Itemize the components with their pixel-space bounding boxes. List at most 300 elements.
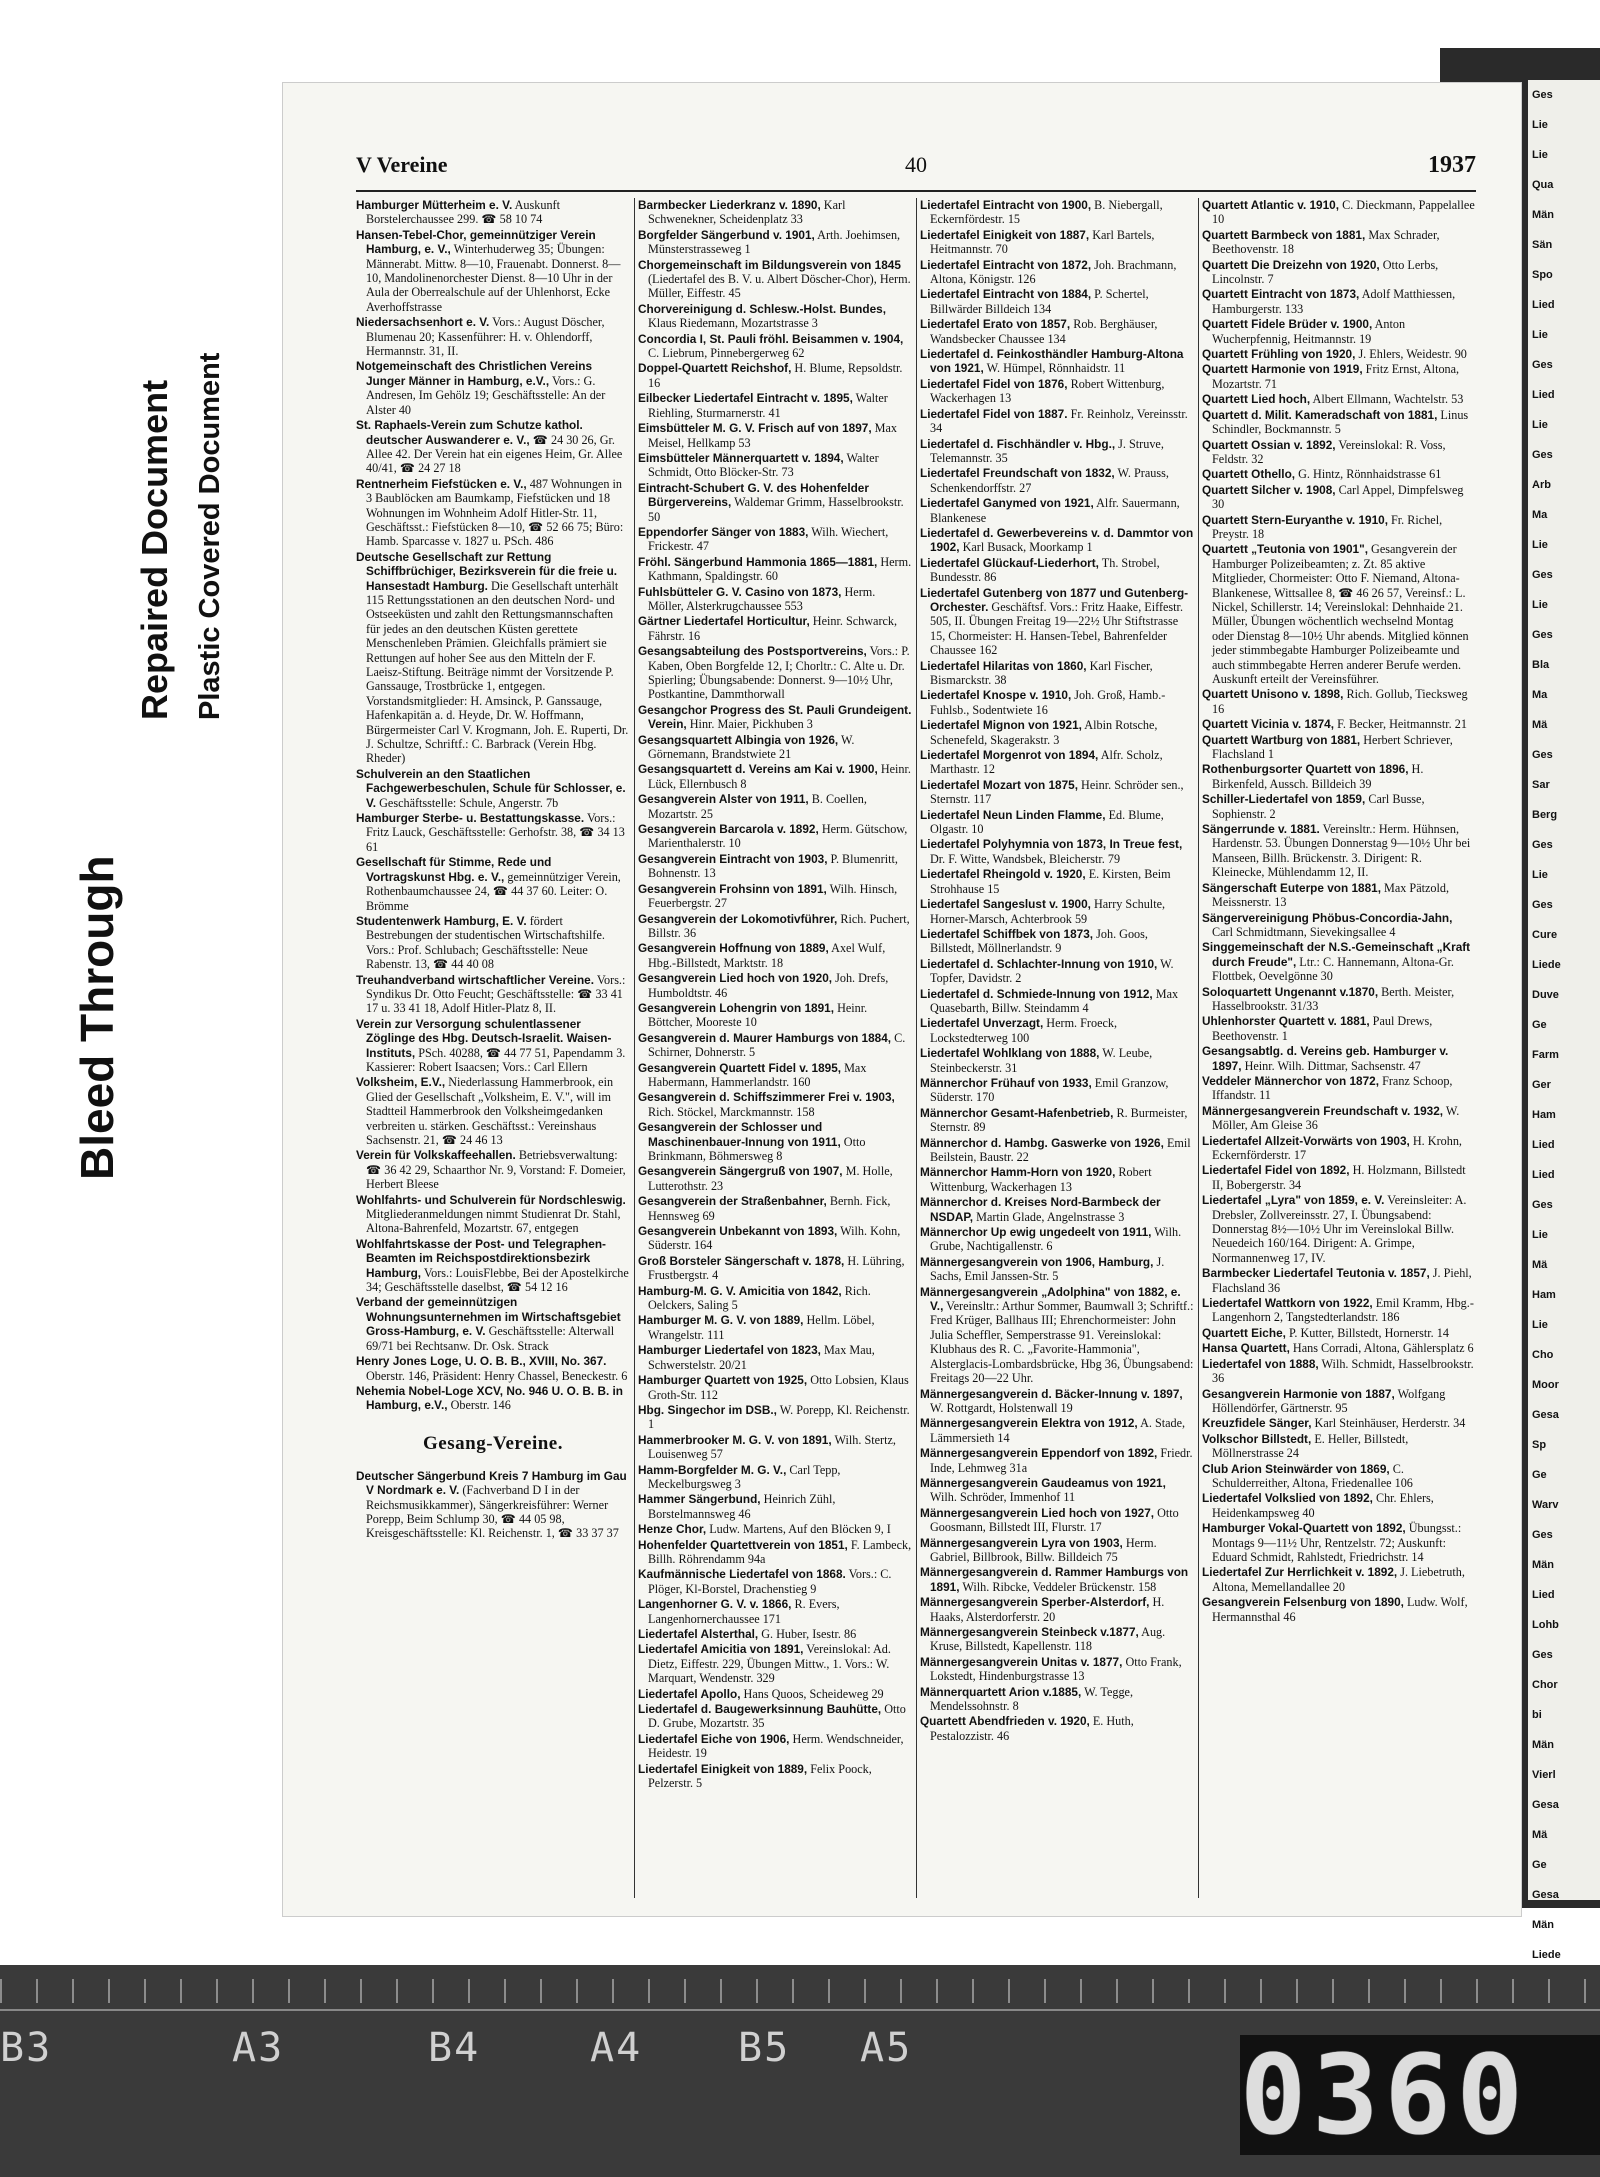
entry-name: Männerquartett Arion v.1885, [920, 1684, 1082, 1699]
directory-entry [638, 614, 912, 643]
entry-name: Liedertafel Eintracht von 1900, [920, 198, 1092, 212]
adjacent-page-fragment: Lied [1532, 389, 1555, 401]
section-title: Gesang-Vereine. [423, 1432, 563, 1454]
directory-entry [1202, 1104, 1476, 1133]
entry-details: fördert Bestrebungen der studentischen Wirtschaftshilfe. Vors.: Prof. Schlubach; Geschäftsstelle: Neue Rabenstr. 13, ☎ 44 40 08 [366, 913, 605, 972]
entry-name: Liedertafel Zur Herrlichkeit v. 1892, [1202, 1565, 1398, 1580]
entry-name: Gesangverein Eintracht von 1903, [638, 851, 828, 866]
directory-entry [1202, 1416, 1476, 1430]
entry-details: Herm. Froeck, Lockstedterweg 100 [930, 1016, 1118, 1045]
adjacent-page-fragment: Ges [1532, 569, 1553, 581]
directory-entry [920, 1165, 1194, 1194]
entry-name: Quartett Abendfrieden v. 1920, [920, 1714, 1090, 1729]
directory-entry [356, 359, 630, 417]
entry-details: Vors.: G. Andresen, Im Gehölz 19; Geschäftsstelle: An der Alster 40 [366, 373, 606, 417]
adjacent-page-fragment: Lie [1532, 149, 1548, 161]
adjacent-page-fragment: Liede [1532, 1949, 1561, 1961]
adjacent-page-fragment: Ge [1532, 1859, 1547, 1871]
entry-name: Schiller-Liedertafel von 1859, [1202, 792, 1366, 807]
entry-details: Fritz Ernst, Altona, Mozartstr. 71 [1212, 362, 1460, 391]
entry-name: Studentenwerk Hamburg, E. V. [356, 913, 527, 928]
directory-entry [920, 317, 1194, 346]
entry-name: St. Raphaels-Verein zum Schutze kathol. deutscher Auswanderer e. V., [356, 418, 583, 447]
entry-details: A. Stade, Lämmersieth 14 [930, 1416, 1186, 1445]
directory-entry [638, 1762, 912, 1791]
entry-name: Hamburger Vokal-Quartett von 1892, [1202, 1521, 1406, 1536]
adjacent-page-fragment: Mä [1532, 1829, 1548, 1841]
directory-entry [1202, 1044, 1476, 1073]
directory-entry [920, 659, 1194, 688]
entry-name: Sängervereinigung Phöbus-Concordia-Jahn, [1202, 910, 1453, 925]
entry-name: Schulverein an den Staatlichen Fachgewerbeschulen, Schule für Schlosser, e. V. [356, 766, 626, 810]
directory-entry [356, 1237, 630, 1295]
entry-details: Heinr. Wilh. Dittmar, Sachsenstr. 47 [1244, 1058, 1421, 1073]
entry-details: Joh. Drefs, Humboldtstr. 46 [648, 971, 889, 1000]
entry-name: Quartett „Teutonia von 1901", [1202, 542, 1368, 557]
directory-entry [1202, 392, 1476, 406]
directory-entry [1202, 1341, 1476, 1355]
entry-name: Gesangverein Unbekannt von 1893, [638, 1224, 838, 1239]
film-edge-line [0, 2009, 1600, 2011]
entry-name: Barmbecker Liederkranz v. 1890, [638, 198, 821, 212]
adjacent-page-fragment: Lied [1532, 1589, 1555, 1601]
entry-details: Rich. Oelckers, Saling 5 [648, 1283, 871, 1313]
entry-details: Wilh. Stertz, Louisenweg 57 [648, 1432, 896, 1462]
entry-details: M. Holle, Lutterothstr. 23 [648, 1164, 893, 1193]
entry-name: Chorgemeinschaft im Bildungsverein von 1845 [638, 257, 901, 272]
directory-entry [356, 1469, 630, 1541]
entry-name: Club Arion Steinwärder von 1869, [1202, 1461, 1390, 1476]
entry-name: Hamburger Quartett von 1925, [638, 1373, 808, 1388]
entry-name: Barmbecker Liedertafel Teutonia v. 1857, [1202, 1266, 1430, 1281]
directory-entry [1202, 347, 1476, 361]
directory-entry [638, 822, 912, 851]
entry-name: Hohenfelder Quartettverein von 1851, [638, 1537, 848, 1552]
entry-name: Liedertafel d. Feinkosthändler Hamburg-Altona von 1921, [920, 347, 1184, 376]
entry-details: H. Birkenfeld, Aussch. Billdeich 39 [1212, 762, 1424, 791]
entry-details: 487 Wohnungen in 3 Baublöcken am Baumkamp, Fiefstücken und 18 Wohnungen im Wohnheim Adolf Hitler-Str. 11, Geschäftsst.: Fiefstücken 8—10, ☎ 52 66 75; Büro: Hamb. Sparcasse v. 1827 u. PSch. 486 [366, 476, 624, 549]
entry-name: Männergesangverein Lyra von 1903, [920, 1535, 1123, 1550]
directory-entry [920, 407, 1194, 436]
directory-entry [1202, 762, 1476, 791]
entry-name: Liedertafel Erato von 1857, [920, 317, 1071, 332]
directory-entry [638, 421, 912, 450]
directory-entry [920, 778, 1194, 807]
directory-entry [1202, 438, 1476, 467]
adjacent-page-fragment: Cure [1532, 929, 1558, 941]
entry-name: Quartett Vicinia v. 1874, [1202, 717, 1335, 732]
entry-name: Gesangverein Lied hoch von 1920, [638, 971, 833, 986]
entry-details: Harry Schulte, Horner-Marsch, Achterbrook 59 [930, 897, 1166, 926]
frame-number: 0360 [1240, 2035, 1600, 2155]
adjacent-page-fragment: Ges [1532, 1649, 1553, 1661]
entry-details: Otto Goosmann, Billstedt III, Flurstr. 17 [930, 1505, 1179, 1535]
entry-name: Niedersachsenhort e. V. [356, 315, 490, 330]
entry-details: Rich. Puchert, Billstr. 36 [648, 911, 910, 940]
entry-details: Wilh. Wiechert, Frickestr. 47 [648, 524, 889, 554]
directory-page [282, 82, 1522, 1917]
entry-name: Liedertafel Ganymed von 1921, [920, 496, 1094, 511]
entry-name: Liedertafel Polyhymnia von 1873, In Treue fest, [920, 837, 1183, 852]
entry-details: Th. Strobel, Bundesstr. 86 [930, 555, 1160, 585]
scan-side-labels [70, 220, 270, 1220]
adjacent-page-fragment: Cho [1532, 1349, 1554, 1361]
entry-details: Bernh. Fick, Hennsweg 69 [648, 1194, 891, 1223]
directory-entry [920, 1076, 1194, 1105]
entry-details: Otto Frank, Lokstedt, Hindenburgstrasse 13 [930, 1654, 1182, 1684]
entry-details: Hans Corradi, Altona, Gählersplatz 6 [1292, 1341, 1474, 1356]
entry-details: Waldemar Grimm, Hasselbrookstr. 50 [648, 495, 904, 524]
directory-entry [1202, 1134, 1476, 1163]
entry-name: Liedertafel Knospe v. 1910, [920, 688, 1072, 703]
entry-name: Gesangverein Barcarola v. 1892, [638, 822, 819, 837]
entry-details: W. Topfer, Davidstr. 2 [930, 956, 1174, 986]
entry-name: Gesangverein Harmonie von 1887, [1202, 1386, 1395, 1401]
entry-name: Doppel-Quartett Reichshof, [638, 361, 792, 376]
entry-name: Männergesangverein d. Rammer Hamburgs von 1891, [920, 1565, 1189, 1594]
entry-name: Concordia I, St. Pauli fröhl. Beisammen v. 1904, [638, 331, 904, 346]
directory-entry [920, 1476, 1194, 1505]
directory-entry [638, 1403, 912, 1432]
directory-entry [920, 897, 1194, 926]
entry-details: Heinr. Schwarck, Fährstr. 16 [648, 614, 898, 643]
entry-name: Quartett Eintracht von 1873, [1202, 287, 1360, 302]
entry-details: ☎ 24 30 26, Gr. Allee 42. Der Verein hat ein eigenes Heim, Gr. Allee 40/41, ☎ 24 27 18 [366, 432, 623, 476]
entry-name: Liedertafel d. Fischhändler v. Hbg., [920, 436, 1116, 451]
directory-entry [1202, 911, 1476, 940]
entry-name: Quartett Othello, [1202, 467, 1296, 482]
directory-entry [638, 1373, 912, 1402]
entry-details: Vors.: LouisFlebbe, Bei der Apostelkirche 34; Geschäftsstelle daselbst, ☎ 54 12 16 [366, 1265, 629, 1295]
directory-entry [638, 1224, 912, 1253]
entry-name: Liedertafel Rheingold v. 1920, [920, 867, 1086, 882]
adjacent-page-fragment: Qua [1532, 179, 1554, 191]
entry-name: Männergesangverein Steinbeck v.1877, [920, 1625, 1139, 1639]
entry-details: Vereinsltr.: Arthur Sommer, Baumwall 3; Schriftf.: Fred Krüger, Ballhaus III; Ehrenchormeister: John Julia Scheffler, Semperstrasse 91. Vereinslokal: Klubhaus des R. C. „Favorite-Hammonia", Alsterglacis-Lombardsbrücke, Hbg 36, Übungsabend: Freitags 20—22 Uhr. [930, 1299, 1194, 1386]
adjacent-page-fragment: Ma [1532, 689, 1548, 701]
entry-name: Männergesangverein von 1906, Hamburg, [920, 1254, 1154, 1269]
entry-name: Gesangverein der Straßenbahner, [638, 1194, 827, 1209]
entry-details: Heinrich Zühl, Borstelmannsweg 46 [648, 1492, 836, 1521]
film-label: B4 [428, 2025, 481, 2071]
directory-entry [1202, 687, 1476, 716]
entry-name: Gesangverein Sängergruß von 1907, [638, 1164, 843, 1179]
directory-entry [638, 228, 912, 257]
adjacent-page-fragment: Sar [1532, 779, 1550, 791]
column-4 [1202, 198, 1476, 1898]
entry-details: P. Kutter, Billstedt, Hornerstr. 14 [1288, 1325, 1449, 1340]
directory-entry [356, 1017, 630, 1075]
directory-entry [1202, 940, 1476, 983]
entry-details: Max Mau, Schwerstelstr. 20/21 [648, 1343, 875, 1372]
entry-name: Gesangchor Progress des St. Pauli Grundeigent. Verein, [638, 702, 912, 732]
entry-name: Quartett Atlantic v. 1910, [1202, 198, 1340, 212]
entry-details: Carl Appel, Dimpfelsweg 30 [1212, 482, 1464, 512]
directory-entry [1202, 1326, 1476, 1340]
entry-name: Soloquartett Ungenannt v.1870, [1202, 984, 1379, 999]
entry-name: Liedertafel Glückauf-Liederhort, [920, 555, 1099, 570]
entry-name: Gesangverein d. Schiffszimmerer Frei v. 1903, [638, 1090, 895, 1105]
entry-details: B. Niebergall, Eckernfördestr. 15 [930, 198, 1163, 227]
directory-entry [920, 198, 1194, 227]
entry-name: Eppendorfer Sänger von 1883, [638, 524, 809, 539]
entry-details: Franz Schoop, Iffandstr. 11 [1212, 1073, 1453, 1103]
entry-details: Otto Brinkmann, Böhmersweg 8 [648, 1134, 866, 1163]
entry-details: Aug. Kruse, Billstedt, Kapellenstr. 118 [930, 1625, 1166, 1654]
entry-name: Gesangverein d. Maurer Hamburgs von 1884, [638, 1030, 892, 1045]
scan-border-top [0, 0, 1600, 48]
directory-entry [638, 1061, 912, 1090]
directory-entry [356, 1295, 630, 1353]
entry-details: Wolfgang Höllendörfer, Gärtnerstr. 95 [1212, 1386, 1446, 1415]
entry-name: Verein für Volkskaffeehallen. [356, 1148, 516, 1163]
entry-details: J. Liebetruth, Altona, Memellandallee 20 [1212, 1565, 1465, 1594]
directory-entry [1202, 822, 1476, 880]
entry-details: Herm. Kathmann, Spaldingstr. 60 [648, 554, 912, 584]
section-heading: V Vereine [356, 152, 448, 177]
entry-name: Gesangverein der Lokomotivführer, [638, 911, 838, 926]
directory-entry [638, 302, 912, 331]
adjacent-page-fragment: Gesa [1532, 1889, 1559, 1901]
entry-details: Vors.: P. Kaben, Oben Borgfelde 12, I; Chorltr.: C. Alte u. Dr. Spierling; Übungsabende: Donnerst. 9—10½ Uhr, Postkantine, Dammthorwall [648, 644, 910, 702]
directory-entry [638, 852, 912, 881]
directory-entry [638, 481, 912, 524]
entry-details: E. Heller, Billstedt, Möllnerstrasse 24 [1212, 1431, 1409, 1461]
entry-details: Heinr. Lück, Ellernbusch 8 [648, 762, 911, 791]
entry-details: Winterhuderweg 35; Übungen: Männerabt. Mittw. 8—10, Frauenabt. Donnerst. 8—10, Mandolinenorchester Dienst. 8—10 Uhr in der Aula der Oberrealschule auf der Uhlenhorst, Ecke Averhoffstrasse [366, 242, 621, 314]
entry-name: Henry Jones Loge, U. O. B. B., XVIII, No. 367. [356, 1354, 607, 1369]
entry-details: C. Schulderreither, Altona, Friedenallee 106 [1212, 1461, 1413, 1490]
directory-entry [638, 1254, 912, 1283]
entry-name: Quartett Harmonie von 1919, [1202, 362, 1363, 377]
directory-entry [1202, 408, 1476, 437]
adjacent-page-fragment: Ges [1532, 359, 1553, 371]
entry-name: Gesangverein Felsenburg von 1890, [1202, 1595, 1404, 1610]
entry-name: Liedertafel Eintracht von 1884, [920, 287, 1092, 302]
entry-details: Joh. Brachmann, Altona, Königstr. 126 [930, 257, 1177, 287]
directory-entry [638, 1343, 912, 1372]
entry-details: Herm. Gabriel, Billbrook, Billw. Billdeich 75 [930, 1535, 1157, 1564]
adjacent-page-fragment: Lie [1532, 329, 1548, 341]
directory-entry [1202, 1357, 1476, 1386]
entry-name: Gesangverein Hoffnung von 1889, [638, 941, 829, 956]
adjacent-page-fragment: Lied [1532, 1139, 1555, 1151]
bleed-through-label: Bleed Through [71, 855, 123, 1180]
entry-name: Verein zur Versorgung schulentlassener Zöglinge des Hbg. Deutsch-Israelit. Waisen-Instituts, [356, 1016, 612, 1060]
entry-name: Quartett d. Milit. Kameradschaft von 1881, [1202, 407, 1438, 422]
directory-entry [356, 228, 630, 314]
entry-name: Wohlfahrtskasse der Post- und Telegraphen-Beamten im Reichspostdirektionsbezirk Hamburg, [356, 1236, 606, 1280]
adjacent-page-fragment: Ges [1532, 449, 1553, 461]
directory-entry [638, 361, 912, 390]
entry-name: Eintracht-Schubert G. V. des Hohenfelder Bürgervereins, [638, 480, 869, 510]
entry-details: Otto Lerbs, Lincolnstr. 7 [1212, 257, 1439, 287]
adjacent-page-fragment: Ges [1532, 1199, 1553, 1211]
directory-entry [638, 1120, 912, 1163]
directory-entry [1202, 542, 1476, 686]
film-label: A3 [232, 2025, 285, 2071]
directory-entry [638, 912, 912, 941]
directory-entry [920, 526, 1194, 555]
directory-entry [638, 1642, 912, 1685]
adjacent-page-fragment: Ges [1532, 629, 1553, 641]
directory-entry [920, 1046, 1194, 1075]
entry-name: Veddeler Männerchor von 1872, [1202, 1073, 1380, 1088]
entry-details: Ludw. Wolf, Hermannsthal 46 [1212, 1595, 1468, 1624]
entry-details: Arth. Joehimsen, Münsterstrasseweg 1 [648, 227, 901, 257]
entry-name: Borgfelder Sängerbund v. 1901, [638, 227, 815, 242]
entry-details: Walter Riehling, Sturmarnerstr. 41 [648, 391, 888, 420]
entry-details: Walter Schmidt, Otto Blöcker-Str. 73 [648, 450, 879, 480]
directory-entry [356, 1075, 630, 1147]
entry-name: Chorvereinigung d. Schlesw.-Holst. Bundes, [638, 301, 886, 316]
entry-details: Friedr. Inde, Lehmweg 31a [930, 1446, 1193, 1475]
column-3 [920, 198, 1194, 1898]
directory-entry [638, 644, 912, 702]
entry-details: C. Dieckmann, Pappelallee 10 [1212, 198, 1475, 227]
column-divider [1198, 198, 1199, 1898]
entry-name: Liedertafel Allzeit-Vorwärts von 1903, [1202, 1133, 1410, 1148]
directory-entry [1202, 1432, 1476, 1461]
directory-entry [920, 556, 1194, 585]
entry-details: W. Hümpel, Rönnhaidstr. 11 [986, 361, 1126, 376]
entry-name: Quartett Silcher v. 1908, [1202, 482, 1336, 497]
entry-name: Fuhlsbütteler G. V. Casino von 1873, [638, 584, 842, 599]
directory-entry [920, 688, 1194, 717]
directory-entry [356, 1148, 630, 1191]
entry-details: Anton Wucherpfennig, Heitmannstr. 19 [1212, 317, 1406, 346]
entry-details: W. Tegge, Mendelssohnstr. 8 [930, 1684, 1133, 1714]
entry-details: Karl Steinhäuser, Herderstr. 34 [1314, 1416, 1466, 1431]
adjacent-page-fragment: Berg [1532, 809, 1558, 821]
entry-details: Carl Busse, Sophienstr. 2 [1212, 792, 1425, 821]
year-label: 1937 [1428, 152, 1476, 178]
directory-entry [1202, 258, 1476, 287]
entry-name: Singgemeinschaft der N.S.-Gemeinschaft „Kraft durch Freude", [1202, 940, 1471, 969]
entry-name: Liedertafel d. Baugewerksinnung Bauhütte, [638, 1702, 882, 1717]
directory-entry [638, 733, 912, 762]
entry-name: Quartett Lied hoch, [1202, 392, 1311, 407]
entry-details: Niederlassung Hammerbrook, ein Glied der Gesellschaft „Volksheim, E. V.", will im Stadtteil Hammerbrook den Volksheimgedanken verbreiten u. stärken. Geschäftsst.: Vereinshaus Sachsenstr. 21, ☎ 24 46 13 [366, 1075, 614, 1147]
directory-entry [356, 550, 630, 766]
directory-entry [638, 1313, 912, 1342]
entry-details: H. Haaks, Alsterdorferstr. 20 [930, 1595, 1165, 1624]
adjacent-page-fragment: Warv [1532, 1499, 1559, 1511]
adjacent-page-fragment: Lie [1532, 1229, 1548, 1241]
directory-entry [920, 1387, 1194, 1416]
entry-name: Liedertafel von 1888, [1202, 1356, 1319, 1371]
adjacent-page-fragment: Chor [1532, 1679, 1558, 1691]
adjacent-page-fragment: Moor [1532, 1379, 1559, 1391]
entry-details: Wilh. Grube, Nachtigallenstr. 6 [930, 1225, 1182, 1254]
entry-name: Gesangsabteilung des Postsportvereins, [638, 644, 867, 659]
entry-details: Linus Schindler, Bockmannstr. 5 [1212, 407, 1469, 437]
entry-name: Hamburger Sterbe- u. Bestattungskasse. [356, 811, 585, 826]
entry-details: W. Porepp, Kl. Reichenstr. 1 [648, 1402, 910, 1432]
directory-entry [920, 718, 1194, 747]
adjacent-page-fragment: Lie [1532, 119, 1548, 131]
entry-name: Hamburger M. G. V. von 1889, [638, 1313, 804, 1328]
directory-entry [638, 1433, 912, 1462]
column-divider [916, 198, 917, 1898]
directory-entry [638, 1194, 912, 1223]
entry-name: Männerchor d. Hambg. Gaswerke von 1926, [920, 1135, 1164, 1150]
adjacent-page-fragment: Sp [1532, 1439, 1547, 1451]
entry-details: Klaus Riedemann, Mozartstrasse 3 [648, 316, 818, 331]
directory-entry [1202, 733, 1476, 762]
entry-details: G. Hintz, Rönnhaidstrasse 61 [1298, 467, 1442, 482]
directory-entry [638, 1732, 912, 1761]
directory-entry [1202, 1595, 1476, 1624]
directory-entry [1202, 717, 1476, 731]
entry-details: Otto Lobsien, Klaus Groth-Str. 112 [648, 1373, 909, 1402]
entry-name: Gesangverein Lohengrin von 1891, [638, 1000, 835, 1015]
film-label: A5 [860, 2025, 913, 2071]
directory-entry [638, 332, 912, 361]
column-2 [638, 198, 912, 1898]
entry-name: Quartett Eiche, [1202, 1325, 1286, 1340]
entry-name: Liedertafel Amicitia von 1891, [638, 1642, 804, 1657]
entry-details: H. Lühring, Frustbergstr. 4 [648, 1253, 905, 1283]
entry-name: Gesangverein Quartett Fidel v. 1895, [638, 1060, 842, 1075]
entry-name: Hamburg-M. G. V. Amicitia von 1842, [638, 1283, 842, 1298]
directory-entry [638, 1627, 912, 1641]
entry-name: Liedertafel Fidel von 1876, [920, 376, 1068, 391]
entry-details: Geschäftsf. Vors.: Fritz Haake, Eiffestr. 505, II. Übungen Freitag 19—22½ Uhr Stiftstrasse 15, Chormeister: H. Hansen-Tebel, Bahrenfelder Chaussee 162 [930, 599, 1183, 658]
directory-entry [920, 1285, 1194, 1386]
directory-entry [356, 418, 630, 476]
adjacent-page-fragment: Arb [1532, 479, 1551, 491]
entry-details: Berth. Meister, Hasselbrookstr. 31/33 [1212, 984, 1455, 1013]
adjacent-page-fragment: Bla [1532, 659, 1550, 671]
adjacent-page-fragment: Ma [1532, 509, 1548, 521]
directory-entry [638, 391, 912, 420]
adjacent-page-fragment: Ges [1532, 839, 1553, 851]
directory-entry [1202, 1193, 1476, 1265]
adjacent-page-fragment: Farm [1532, 1049, 1559, 1061]
directory-entry [356, 767, 630, 810]
directory-entry [920, 1416, 1194, 1445]
directory-entry [920, 837, 1194, 866]
directory-entry [1202, 513, 1476, 542]
directory-entry [920, 496, 1194, 525]
adjacent-page-fragment: Lie [1532, 419, 1548, 431]
directory-entry [1202, 1014, 1476, 1043]
plastic-covered-label: Plastic Covered Document [194, 352, 226, 720]
adjacent-page-fragment: Ge [1532, 1469, 1547, 1481]
adjacent-page-fragment: Män [1532, 209, 1554, 221]
film-label: B5 [738, 2025, 791, 2071]
adjacent-page-edge [1528, 80, 1600, 1961]
directory-entry [1202, 287, 1476, 316]
entry-name: Verband der gemeinnützigen Wohnungsunternehmen im Wirtschaftsgebiet Gross-Hamburg, e. V. [356, 1295, 621, 1339]
directory-entry [920, 1446, 1194, 1475]
entry-details: Alfr. Sauermann, Blankenese [930, 496, 1180, 525]
directory-entry [920, 1255, 1194, 1284]
directory-entry [1202, 483, 1476, 512]
directory-entry [1202, 1266, 1476, 1295]
directory-entry [1202, 362, 1476, 391]
directory-entry [638, 1567, 912, 1596]
entry-details: Herm. Gütschow, Marienthalerstr. 10 [648, 822, 908, 851]
entry-details: Hans Quoos, Scheideweg 29 [743, 1686, 884, 1701]
entry-details: Oberstr. 146, Präsident: Henry Chassel, Beneckestr. 6 [366, 1368, 628, 1383]
adjacent-page-fragment: Ges [1532, 749, 1553, 761]
entry-name: Rothenburgsorter Quartett von 1896, [1202, 762, 1409, 777]
entry-details: Rich. Gollub, Tiecksweg 16 [1212, 687, 1468, 716]
entry-name: Liedertafel Neun Linden Flamme, [920, 807, 1106, 822]
entry-name: Liedertafel Hilaritas von 1860, [920, 658, 1087, 673]
